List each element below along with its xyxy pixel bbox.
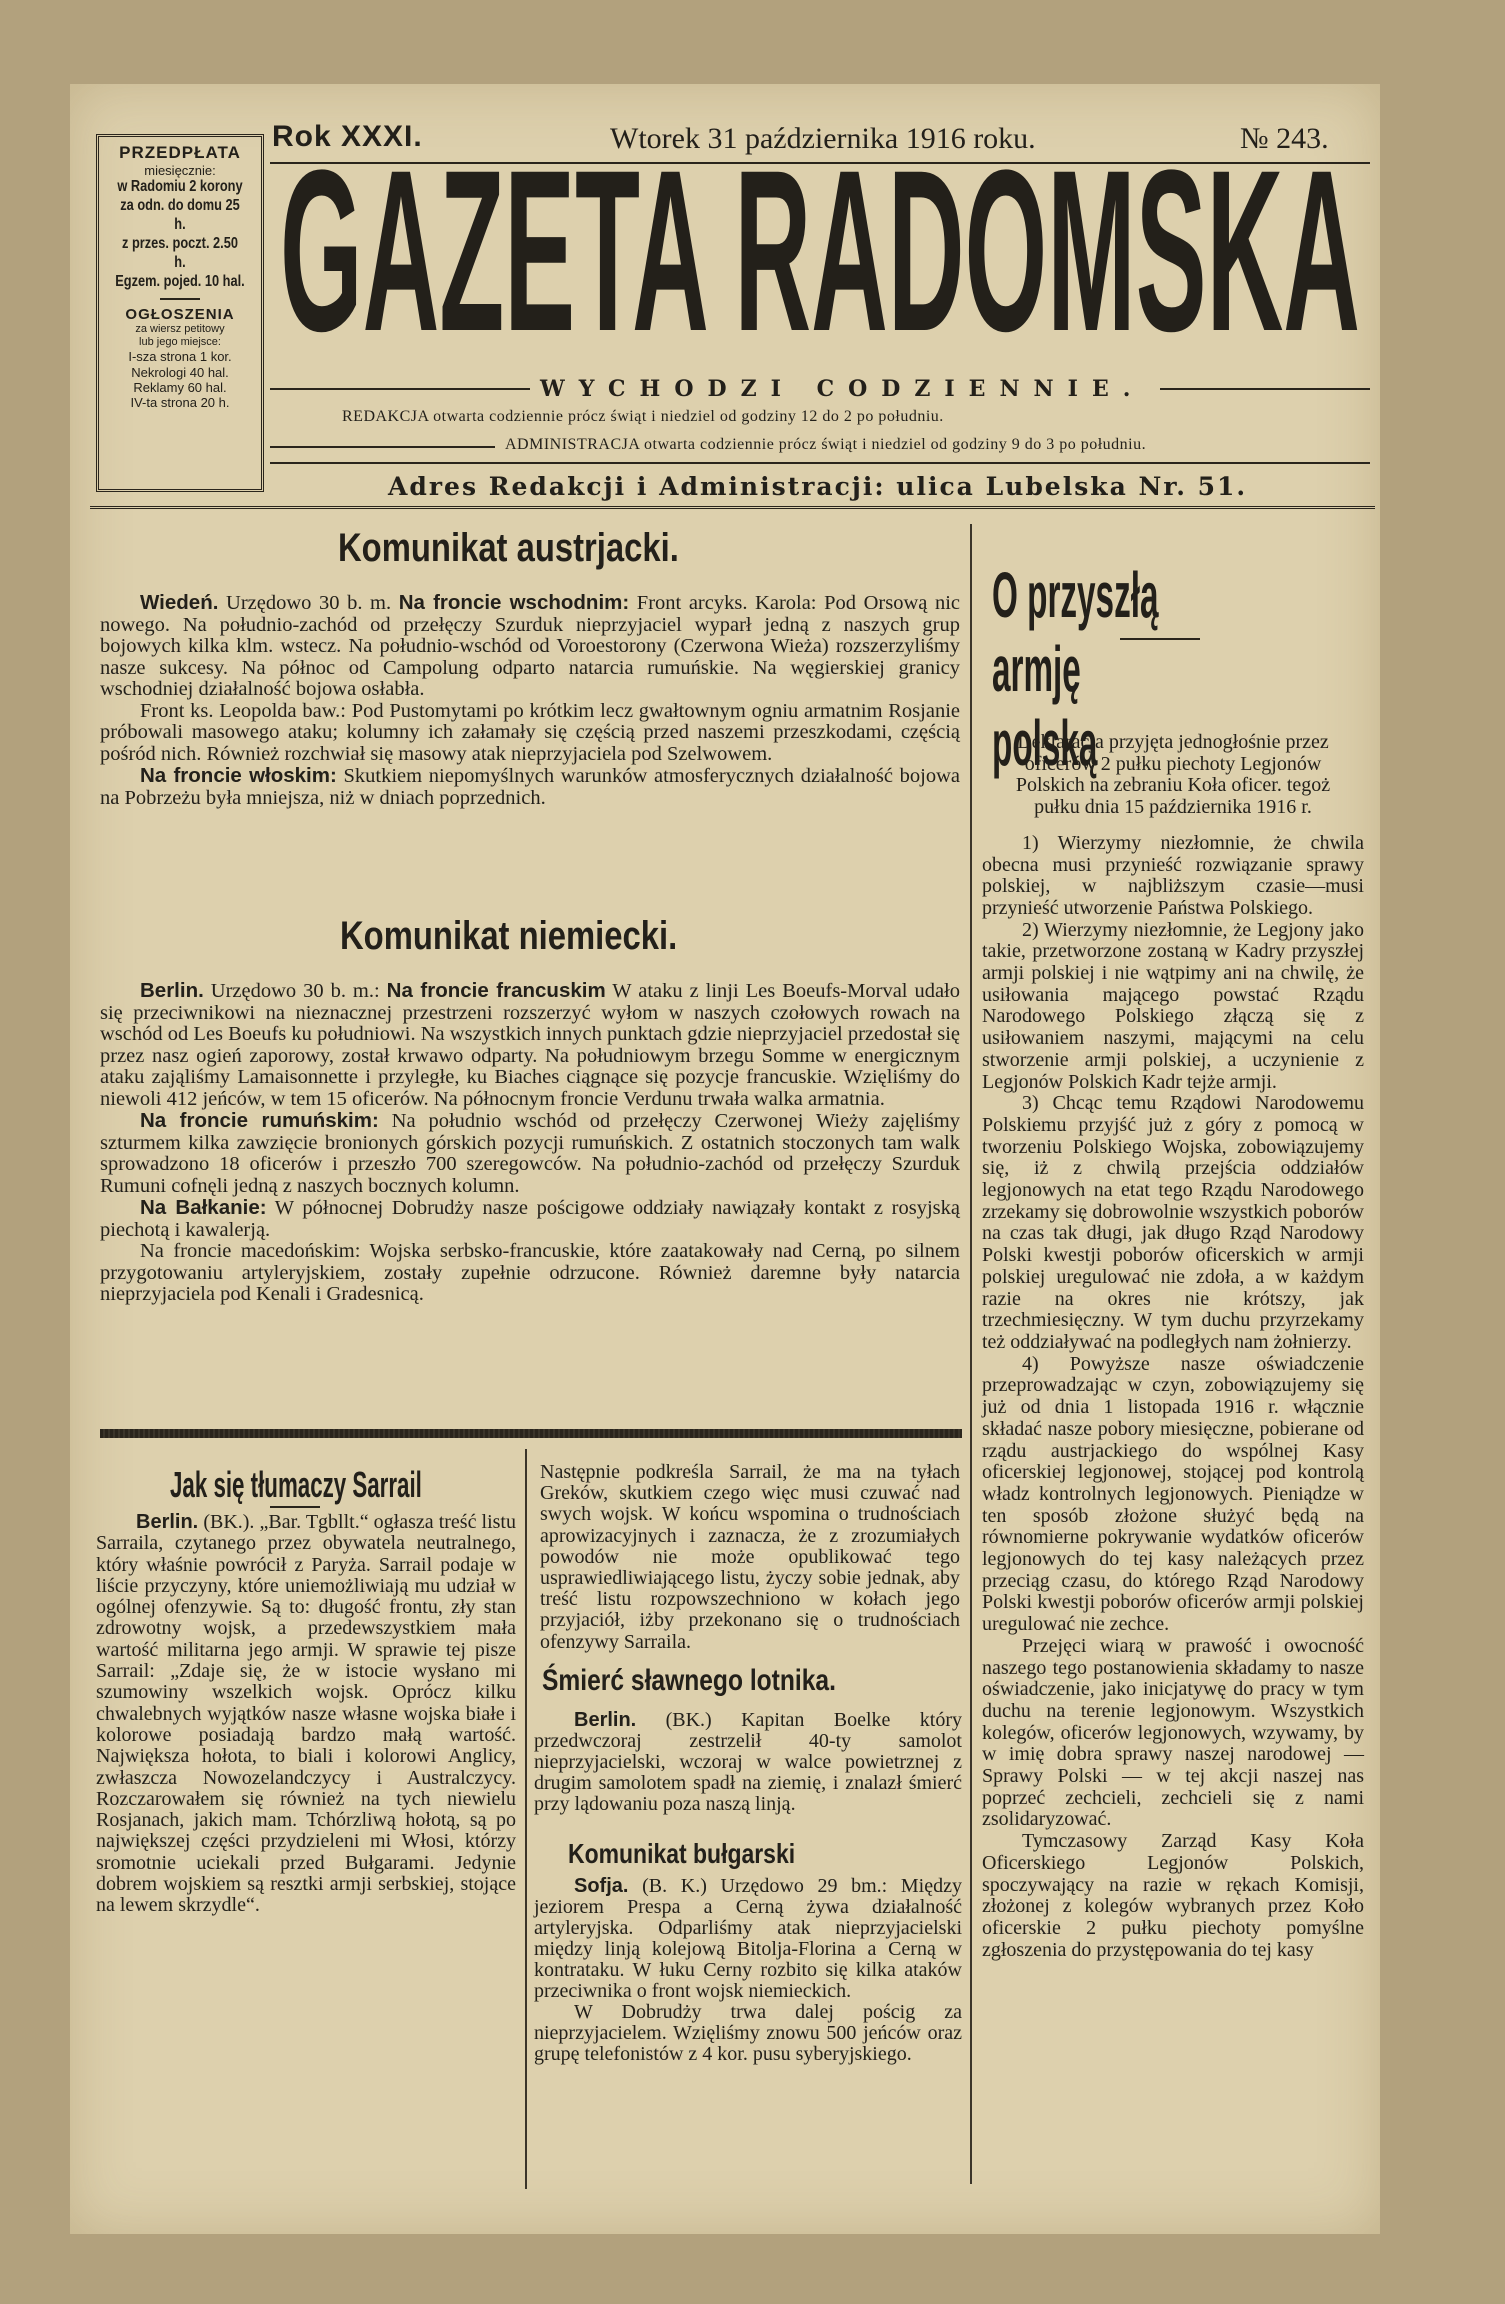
- divider: [160, 298, 200, 300]
- headline-sarrail: Jak się tłumaczy Sarrail: [170, 1464, 422, 1505]
- subscription-line: za odn. do domu 25 h.: [120, 197, 240, 234]
- text-run: W ataku z linji Les Boeufs-Morval udało się przeciwnikowi na nieznacznej przestrzeni rozszerzyć wyłom w naszych czołowych rowach na wschód od Les Boeufs ku południowi. Na wszystkich innych punktach gdzie nieprzyjaciel przedostał się przez nasz ogień zaporowy, został krwawo odparty. Na południowym brzegu Somme w energicznym ataku zająliśmy Lamaisonnette i przyległe, ku Biaches ciągnące się pozycje francuskie. Wzięliśmy do niewoli 412 jeńców, w tem 15 oficerów. Na północnym froncie Verdunu trwała walka armatnia.: [100, 980, 960, 1110]
- article-sarrail-continued: [540, 1462, 960, 1653]
- address-line: Adres Redakcji i Administracji: ulica Lubelska Nr. 51.: [388, 472, 1248, 501]
- divider: [270, 388, 530, 390]
- administracja-hours: ADMINISTRACJA otwarta codziennie prócz świąt i niedziel od godziny 9 do 3 po południu.: [505, 436, 1147, 453]
- paragraph: Na froncie macedońskim: Wojska serbsko-francuskie, które zaatakowały nad Cerną, po silnem przygotowaniu artyleryjskiem, zostały zupełnie odrzucone. Również daremne były natarcia nieprzyjaciela pod Kenali i Gradesnicą.: [100, 1240, 960, 1305]
- paragraph: Przejęci wiarą w prawość i owocność naszego tego postanowienia składamy to nasze oświadczenie, jako inicjatywę do pracy w tym duchu na terenie legjonowym. Wszystkich kolegów, oficerów legjonowych, wzywamy, by w imię dobra sprawy naszej narodowej — Sprawy Polski — w tej akcji naszej nas poprzeć zechcieli, zechcieli się z nami zsolidaryzować.: [982, 1634, 1364, 1831]
- dateline: Berlin.: [136, 1511, 199, 1533]
- ads-note: za wiersz petitowy: [135, 323, 225, 336]
- text-run: W północnej Dobrudży nasze pościgowe oddziały nawiązały kontakt z rosyjską piechotą i kawalerją.: [100, 1197, 960, 1241]
- ads-title: OGŁOSZENIA: [125, 305, 235, 323]
- text-run: Na południo wschód od przełęczy Czerwonej Wieży zajęliśmy szturmem kilka zawzięcie bronionych górskich pozycji rumuńskich. Z ostatnich stoczonych tam walk sprowadzono 18 oficerów i przeszło 700 szeregowców. Na południo-zachód od przełęczy Szurduk Rumuni cofnęli jedną z naszych bocznych kolumn.: [100, 1110, 960, 1197]
- subscription-box: [96, 134, 264, 492]
- ads-note: lub jego miejsce:: [139, 336, 221, 349]
- headline-pilot: Śmierć sławnego lotnika.: [542, 1664, 836, 1697]
- ads-rate: Nekrologi 40 hal.: [131, 364, 229, 380]
- ads-rate: IV-ta strona 20 h.: [130, 395, 230, 411]
- point-3: 3) Chcąc temu Rządowi Narodowemu Polskiemu przyjść już z góry z pomocą w tworzeniu Polskiego Wojska, zobowiązujemy się, iż z chwilą przejścia oddziałów legjonowych na etat tego Rządu Narodowego zrzekamy się dobrowolnie wszystkich poborów na czas tak długi, jak długo Rząd Narodowy Polski kwestji poborów oficerskich w armji polskiej uregulować nie zdoła, a w każdym razie na okres nie krótszy, jak trzechmiesięczny. W tym duchu przyrzekamy też oddziaływać na podległych nam żołnierzy.: [982, 1092, 1364, 1353]
- redakcja-hours: REDAKCJA otwarta codziennie prócz świąt i niedziel od godziny 12 do 2 po południu.: [342, 408, 944, 425]
- subscription-line: z przes. poczt. 2.50 h.: [122, 235, 238, 271]
- column-divider: [525, 1449, 527, 2189]
- dateline: Wiedeń.: [140, 591, 219, 614]
- headline-german: Komunikat niemiecki.: [340, 914, 678, 958]
- text-run: Urzędowo 30 b. m.: [218, 592, 399, 614]
- masthead-subtitle: WYCHODZI CODZIENNIE.: [540, 376, 1145, 402]
- ads-rate: Reklamy 60 hal.: [133, 379, 227, 395]
- article-army: [982, 732, 1364, 1961]
- article-sarrail: [96, 1512, 516, 1917]
- divider: [1160, 388, 1370, 390]
- column-divider: [970, 524, 972, 2184]
- newspaper-page: [70, 84, 1380, 2234]
- text-run: Urzędowo 30 b. m.:: [203, 980, 387, 1002]
- divider: [270, 462, 1370, 464]
- article-german: [100, 980, 960, 1306]
- divider: [270, 1506, 320, 1508]
- point-2: 2) Wierzymy niezłomnie, że Legjony jako takie, przetworzone zostaną w Kadry przyszłej armji polskiej i nie wątpimy ani na chwilę, że usiłowania mającego powstać Rządu Narodowego Polskiego złączą się z usiłowaniem naszymi, mającymi na celu stworzenie armji polskiej, a uczynienie z Legjonów Polskich Kadr tejże armji.: [982, 918, 1364, 1093]
- paragraph: Następnie podkreśla Sarrail, że ma na tyłach Greków, skutkiem czego więc musi czuwać nad swych wojsk. W końcu wspomina o trudnościach aprowizacyjnych i zaznacza, że z zrozumiałych powodów nie może opublikować tego usprawiedliwiającego listu, życzy sobie jednak, aby treść listu rozpowszechniono w kołach jego przyjaciół, iżby przekonano się o trudnościach ofenzywy Sarraila.: [540, 1461, 960, 1653]
- paragraph: W Dobrudży trwa dalej pościg za nieprzyjacielem. Wzięliśmy znowu 500 jeńców oraz grupę telefonistów z 4 kor. pusu syberyjskiego.: [534, 2001, 962, 2065]
- paragraph: Front ks. Leopolda baw.: Pod Pustomytami po krótkim lecz gwałtownym ogniu armatnim Rosjanie próbowali masowego ataku; kolumny ich załamały się częścią przed naszemi przeszkodami, częścią pośród nich. Również rozchwiał się masowy atak nieprzyjaciela pod Szelwowem.: [100, 699, 960, 765]
- subscription-title: PRZEDPŁATA: [119, 143, 241, 162]
- volume-year: Rok XXXI.: [272, 120, 423, 153]
- text-run: Front arcyks. Karola: Pod Orsową nic nowego. Na południo-zachód od przełęczy Szurduk nieprzyjaciel wyparł jedną z naszych grup bojowych kilka klm. wstecz. Na południo-wschód od Voroestorony (Czerwona Wieża) rozszerzyliśmy nasze sukcesy. Na północ od Campolung odparto natarcia rumuńskie. Na węgierskiej granicy wschodniej działalność bojowa osłabła.: [100, 592, 960, 700]
- divider: [270, 446, 495, 448]
- issue-date: Wtorek 31 października 1916 roku.: [610, 122, 1036, 155]
- headline-army: O przyszłą armję polską: [992, 559, 1159, 779]
- headline-bulgarian: Komunikat bułgarski: [568, 1838, 796, 1869]
- text-run: (B. K.) Urzędowo 29 bm.: Między jeziorem Prespa a Cerną żywa działalność artyleryjska. Odparliśmy atak nieprzyjacielski między linją kolejową Bitolja-Florina a Cerną w kontrataku. W łuku Cerny rozbito się kilka ataków przeciwnika o front wojsk niemieckich.: [534, 1875, 962, 2002]
- front-label: Na froncie wschodnim:: [398, 591, 630, 614]
- point-1: 1) Wierzymy niezłomnie, że chwila obecna musi przynieść rozwiązanie sprawy polskiej, w najbliższym czasie—musi przynieść utworzenie Państwa Polskiego.: [982, 831, 1364, 919]
- article-austrian: [100, 592, 960, 809]
- front-label: Na froncie francuskim: [386, 979, 606, 1002]
- article-pilot: [534, 1710, 962, 1815]
- divider: [1120, 638, 1200, 640]
- divider: [100, 1429, 962, 1438]
- dateline: Berlin.: [574, 1709, 637, 1731]
- subscription-line: Egzem. pojed. 10 hal.: [115, 272, 245, 290]
- subscription-line: w Radomiu 2 korony: [117, 178, 243, 196]
- text-run: (BK.). „Bar. Tgbllt.“ ogłasza treść listu Sarraila, czytanego przez obywatela neutralnego, który właśnie powrócił z Paryża. Sarrail podaje w liście przyczyny, które uniemożliwiają mu udział w ogólnej ofenzywie. Są to: długość frontu, zły stan zdrowotny wojsk, a przedewszystkiem mała wartość militarna jego armji. W sprawie tej pisze Sarrail: „Zdaje się, że w istocie wysłano mi szumowiny wszelkich wojsk. Oprócz kilku chwalebnych wyjątków nasze własne wojska białe i kolorowe posiadają bardzo małą wartość. Największa hołota, to biali i kolorowi Anglicy, zwłaszcza Nowozelandczycy i Australczycy. Rozczarowałem się również na tych niewielu Rosjanach, jakich mam. Tchórzliwą hołotą, są po największej części przydzieleni mi Włosi, którzy sromotnie uciekali przed Bułgarami. Jedynie dobrem wojskiem są resztki armji serbskiej, stojące na lewem skrzydle“.: [96, 1511, 516, 1917]
- article-bulgarian: [534, 1876, 962, 2065]
- front-label: Na froncie włoskim:: [140, 764, 337, 787]
- headline-austrian: Komunikat austrjacki.: [338, 526, 679, 570]
- declaration-intro: Deklaracja przyjęta jednogłośnie przez oficerów 2 pułku piechoty Legjonów Polskich na zebraniu Koła oficer. tegoż pułku dnia 15 października 1916 r.: [1015, 731, 1331, 819]
- divider: [90, 506, 1375, 509]
- dateline: Berlin.: [140, 979, 204, 1002]
- text-run: Skutkiem niepomyślnych warunków atmosferycznych działalność bojowa na Pobrzeżu była mniejsza, niż w dniach poprzednich.: [100, 765, 960, 809]
- dateline: Sofja.: [574, 1875, 629, 1897]
- front-label: Na Bałkanie:: [140, 1196, 267, 1219]
- front-label: Na froncie rumuńskim:: [140, 1109, 379, 1132]
- text-run: (BK.) Kapitan Boelke który przedwczoraj zestrzelił 40-ty samolot nieprzyjacielski, wczoraj w walce powietrznej z drugim samolotem spadł na ziemię, i znalazł śmierć przy lądowaniu poza naszą linją.: [534, 1709, 962, 1815]
- issue-number: № 243.: [1240, 122, 1329, 155]
- paragraph: Tymczasowy Zarząd Kasy Koła Oficerskiego Legjonów Polskich, spoczywający na razie w rękach Komisji, złożonej z kolegów wybranych przez Koło oficerskie 2 pułku piechoty pomyślne zgłoszenia do przystępowania do tej kasy: [982, 1830, 1364, 1961]
- subscription-monthly: miesięcznie:: [144, 163, 216, 179]
- ads-rate: I-sza strona 1 kor.: [128, 349, 232, 365]
- point-4: 4) Powyższe nasze oświadczenie przeprowadzając w czyn, zobowiązujemy się już od dnia 1 listopada 1916 r. włącznie składać nasze pobory miesięczne, pobierane od rządu austrjackiego do wspólnej Kasy oficerskiej legjonowej, stojącej pod kontrolą władz kontrolnych legjonowych. Pieniądze w ten sposób złożone służyć będą na równomierne pokrywanie wydatków oficerów legjonowych do tej kasy należących przez przeciąg czasu, do którego Rząd Narodowy Polski kwestji poborów oficerów armji polskiej uregulować nie zechce.: [982, 1352, 1364, 1636]
- masthead-title: [270, 150, 1370, 350]
- masthead-title-text: GAZETA RADOMSKA: [280, 150, 1360, 350]
